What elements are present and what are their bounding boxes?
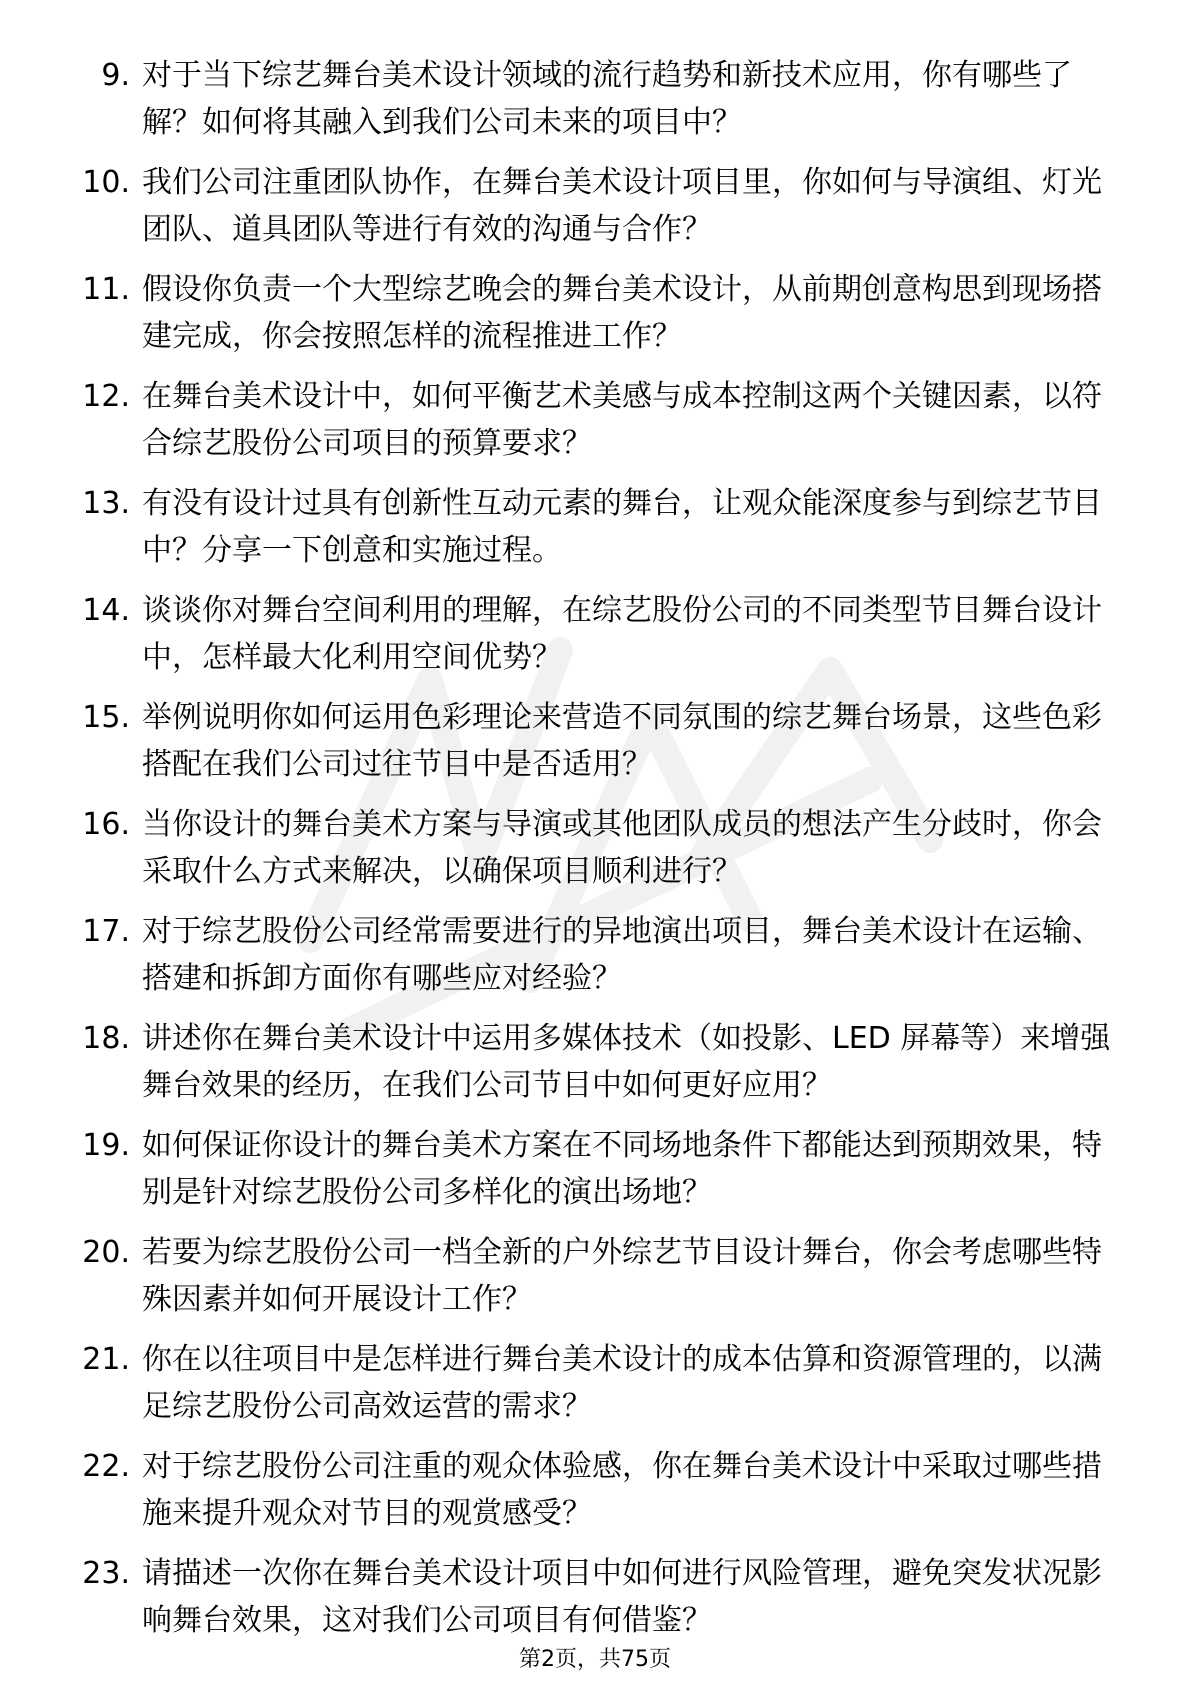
question-number: 14. <box>82 593 130 628</box>
question-number: 13. <box>82 486 130 521</box>
question-number: 10. <box>82 165 130 200</box>
question-text: 举例说明你如何运用色彩理论来营造不同氛围的综艺舞台场景，这些色彩搭配在我们公司过往节目中是否适用？ <box>142 700 1102 782</box>
question-number: 17. <box>82 914 130 949</box>
question-text: 谈谈你对舞台空间利用的理解，在综艺股份公司的不同类型节目舞台设计中，怎样最大化利用空间优势？ <box>142 593 1102 675</box>
list-item <box>58 694 1138 801</box>
question-text: 讲述你在舞台美术设计中运用多媒体技术（如投影、LED 屏幕等）来增强舞台效果的经历，在我们公司节目中如何更好应用？ <box>142 1021 1111 1103</box>
question-text: 对于综艺股份公司注重的观众体验感，你在舞台美术设计中采取过哪些措施来提升观众对节目的观赏感受？ <box>142 1449 1102 1531</box>
list-item <box>58 587 1138 694</box>
question-text: 在舞台美术设计中，如何平衡艺术美感与成本控制这两个关键因素，以符合综艺股份公司项目的预算要求？ <box>142 379 1102 461</box>
list-item <box>58 52 1138 159</box>
question-text: 你在以往项目中是怎样进行舞台美术设计的成本估算和资源管理的，以满足综艺股份公司高效运营的需求？ <box>142 1342 1102 1424</box>
page-footer: 第2页，共75页 <box>519 1647 671 1672</box>
question-number: 9. <box>101 58 130 93</box>
question-number: 11. <box>82 272 130 307</box>
question-text: 当你设计的舞台美术方案与导演或其他团队成员的想法产生分歧时，你会采取什么方式来解决，以确保项目顺利进行？ <box>142 807 1102 889</box>
question-number: 19. <box>82 1128 130 1163</box>
list-item <box>58 1229 1138 1336</box>
question-text: 请描述一次你在舞台美术设计项目中如何进行风险管理，避免突发状况影响舞台效果，这对我们公司项目有何借鉴？ <box>142 1556 1102 1638</box>
question-text: 若要为综艺股份公司一档全新的户外综艺节目设计舞台，你会考虑哪些特殊因素并如何开展设计工作？ <box>142 1235 1102 1317</box>
question-text: 假设你负责一个大型综艺晚会的舞台美术设计，从前期创意构思到现场搭建完成，你会按照怎样的流程推进工作？ <box>142 272 1102 354</box>
list-item <box>58 801 1138 908</box>
list-item <box>58 266 1138 373</box>
question-number: 16. <box>82 807 130 842</box>
list-item <box>58 373 1138 480</box>
question-number: 22. <box>82 1449 130 1484</box>
question-number: 23. <box>82 1556 130 1591</box>
list-item <box>58 908 1138 1015</box>
list-item <box>58 1550 1138 1657</box>
list-item <box>58 480 1138 587</box>
question-number: 21. <box>82 1342 130 1377</box>
question-text: 对于综艺股份公司经常需要进行的异地演出项目，舞台美术设计在运输、搭建和拆卸方面你有哪些应对经验？ <box>142 914 1102 996</box>
question-text: 我们公司注重团队协作，在舞台美术设计项目里，你如何与导演组、灯光团队、道具团队等进行有效的沟通与合作？ <box>142 165 1102 247</box>
question-list <box>58 52 1138 1657</box>
question-text: 对于当下综艺舞台美术设计领域的流行趋势和新技术应用，你有哪些了解？如何将其融入到我们公司未来的项目中？ <box>142 58 1072 140</box>
list-item <box>58 159 1138 266</box>
list-item <box>58 1443 1138 1550</box>
question-text: 如何保证你设计的舞台美术方案在不同场地条件下都能达到预期效果，特别是针对综艺股份公司多样化的演出场地？ <box>142 1128 1102 1210</box>
list-item <box>58 1015 1138 1122</box>
question-number: 18. <box>82 1021 130 1056</box>
question-number: 12. <box>82 379 130 414</box>
question-text: 有没有设计过具有创新性互动元素的舞台，让观众能深度参与到综艺节目中？分享一下创意和实施过程。 <box>142 486 1102 568</box>
list-item <box>58 1122 1138 1229</box>
question-number: 15. <box>82 700 130 735</box>
question-number: 20. <box>82 1235 130 1270</box>
list-item <box>58 1336 1138 1443</box>
